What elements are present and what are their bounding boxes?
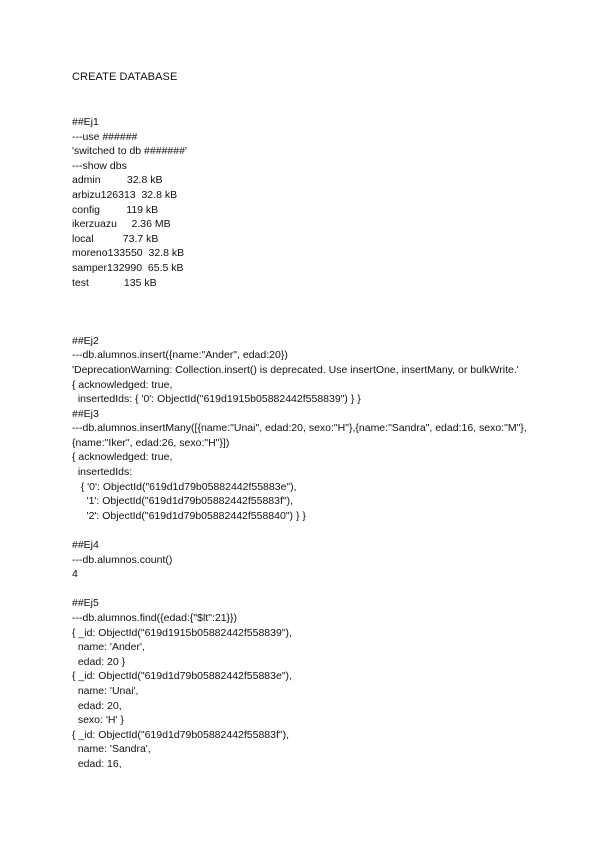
- output-line: { acknowledged: true,: [72, 451, 173, 464]
- output-line: name: 'Unai',: [72, 684, 139, 697]
- command-line: ---db.alumnos.count(): [72, 553, 173, 566]
- command-line: ---use ######: [72, 130, 138, 143]
- warning-line: 'DeprecationWarning: Collection.insert() is deprecated. Use insertOne, insertMany, or bulkWrite.': [72, 363, 519, 376]
- section-heading: ##Ej2: [72, 334, 99, 347]
- command-line: ---db.alumnos.insertMany([{name:"Unai", edad:20, sexo:"H"},{name:"Sandra", edad:16, sexo:"M"},{name:"Iker", edad:26, sexo:"H"}]): [72, 422, 527, 449]
- output-line: '2': ObjectId("619d1d79b05882442f558840") } }: [72, 509, 306, 522]
- db-row: moreno133550 32.8 kB: [72, 247, 185, 260]
- output-line: edad: 20 }: [72, 655, 126, 668]
- db-row: config 119 kB: [72, 203, 159, 216]
- output-line: sexo: 'H' }: [72, 714, 124, 727]
- output-line: { _id: ObjectId("619d1d79b05882442f55883f"),: [72, 728, 290, 741]
- output-line: 4: [72, 568, 78, 581]
- db-row: ikerzuazu 2.36 MB: [72, 218, 171, 231]
- section-heading: ##Ej4: [72, 539, 99, 552]
- section-heading: ##Ej5: [72, 597, 99, 610]
- section-heading: ##Ej1: [72, 116, 99, 128]
- section-ej2-ej3: [72, 334, 542, 524]
- command-line: ---show dbs: [72, 159, 127, 172]
- section-ej5: [72, 596, 542, 771]
- output-line: insertedIds:: [72, 466, 133, 479]
- db-row: samper132990 65.5 kB: [72, 261, 184, 274]
- output-line: { _id: ObjectId("619d1915b05882442f558839"),: [72, 626, 292, 639]
- output-line: name: 'Sandra',: [72, 743, 151, 756]
- command-line: ---db.alumnos.find({edad:{"$lt":21}}): [72, 612, 238, 624]
- output-line: insertedIds: { '0': ObjectId("619d1915b05882442f558839") } }: [72, 393, 361, 406]
- db-row: arbizu126313 32.8 kB: [72, 188, 178, 201]
- db-row: admin 32.8 kB: [72, 174, 163, 187]
- output-line: '1': ObjectId("619d1d79b05882442f55883f"),: [72, 495, 294, 508]
- output-line: edad: 16,: [72, 757, 122, 770]
- document-page: [72, 70, 542, 772]
- section-ej4: [72, 538, 542, 582]
- command-line: ---db.alumnos.insert({name:"Ander", edad:20}): [72, 349, 288, 362]
- output-line: edad: 20,: [72, 699, 122, 712]
- db-row: local 73.7 kB: [72, 232, 159, 245]
- output-line: name: 'Ander',: [72, 641, 145, 654]
- output-line: { _id: ObjectId("619d1d79b05882442f55883e"),: [72, 670, 292, 683]
- section-heading: ##Ej3: [72, 407, 99, 420]
- output-line: { '0': ObjectId("619d1d79b05882442f55883e"),: [72, 480, 297, 493]
- output-line: { acknowledged: true,: [72, 378, 173, 391]
- section-ej1: [72, 115, 542, 290]
- db-row: test 135 kB: [72, 276, 157, 289]
- output-line: 'switched to db #######': [72, 145, 187, 158]
- document-title: CREATE DATABASE: [72, 71, 178, 83]
